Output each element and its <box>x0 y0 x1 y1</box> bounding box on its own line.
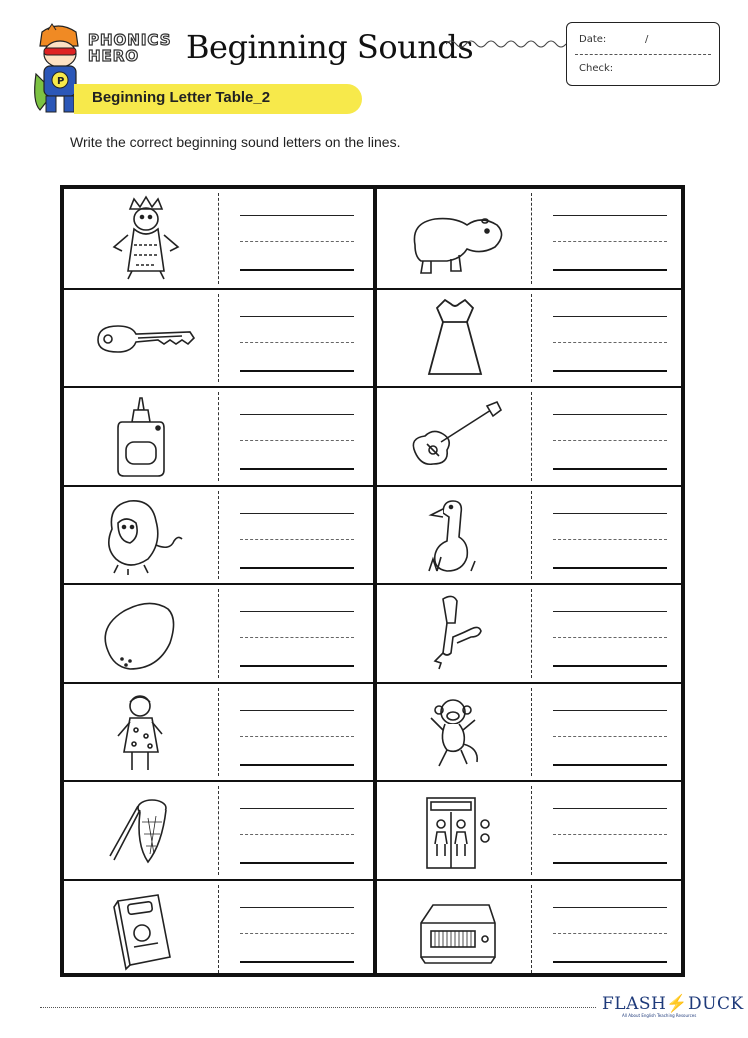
brand-left: FLASH <box>602 994 667 1014</box>
line-mid <box>553 736 667 737</box>
line-mid <box>240 834 354 835</box>
book-icon <box>78 887 208 973</box>
writing-lines[interactable] <box>240 899 354 963</box>
line-mid <box>240 736 354 737</box>
glue-bottle-icon <box>78 394 208 480</box>
instruction-text: Write the correct beginning sound letters on the lines. <box>70 134 401 150</box>
line-top <box>553 316 667 317</box>
cell-divider <box>531 786 532 875</box>
line-top <box>553 611 667 612</box>
lemon-icon <box>78 591 208 677</box>
writing-lines[interactable] <box>240 800 354 864</box>
table-row <box>377 189 681 288</box>
line-top <box>240 215 354 216</box>
line-base <box>240 665 354 667</box>
cell-divider <box>218 885 219 974</box>
toaster-icon <box>391 887 521 973</box>
line-mid <box>240 342 354 343</box>
table-row <box>377 288 681 387</box>
left-column <box>64 189 373 973</box>
elevator-icon <box>391 788 521 874</box>
line-top <box>240 611 354 612</box>
line-top <box>553 710 667 711</box>
cell-divider <box>531 589 532 678</box>
worksheet-table <box>60 185 685 977</box>
writing-lines[interactable] <box>240 603 354 667</box>
writing-lines[interactable] <box>553 308 667 372</box>
wavy-line-decoration <box>446 36 568 52</box>
line-top <box>553 907 667 908</box>
line-mid <box>240 933 354 934</box>
line-base <box>553 567 667 569</box>
line-base <box>240 567 354 569</box>
line-mid <box>240 539 354 540</box>
writing-lines[interactable] <box>240 207 354 271</box>
subtitle: Beginning Letter Table_2 <box>92 89 271 106</box>
line-base <box>240 370 354 372</box>
line-mid <box>553 342 667 343</box>
line-top <box>240 710 354 711</box>
line-top <box>240 414 354 415</box>
line-mid <box>553 933 667 934</box>
girl-icon <box>78 690 208 776</box>
line-mid <box>240 241 354 242</box>
cell-divider <box>531 294 532 383</box>
cell-divider <box>531 193 532 284</box>
page-title: Beginning Sounds <box>186 28 474 66</box>
writing-lines[interactable] <box>240 505 354 569</box>
brand-tagline: All About English Teaching Resources <box>622 1013 697 1018</box>
line-top <box>240 316 354 317</box>
line-base <box>240 269 354 271</box>
cell-divider <box>218 193 219 284</box>
ice-cream-icon <box>391 591 521 677</box>
line-mid <box>553 440 667 441</box>
line-mid <box>553 637 667 638</box>
line-top <box>553 513 667 514</box>
line-base <box>553 665 667 667</box>
date-check-divider <box>575 54 711 55</box>
cell-divider <box>218 294 219 383</box>
cell-divider <box>531 688 532 777</box>
writing-lines[interactable] <box>553 899 667 963</box>
writing-lines[interactable] <box>240 406 354 470</box>
table-row <box>377 780 681 879</box>
cell-divider <box>218 786 219 875</box>
svg-text:P: P <box>57 76 65 87</box>
cell-divider <box>531 885 532 974</box>
table-row <box>64 780 373 879</box>
line-base <box>553 269 667 271</box>
phonics-hero-logo <box>88 32 182 72</box>
king-icon <box>78 195 208 281</box>
writing-lines[interactable] <box>240 308 354 372</box>
table-row <box>377 879 681 978</box>
line-mid <box>240 440 354 441</box>
lightning-icon: ⚡ <box>666 994 689 1014</box>
table-row <box>64 386 373 485</box>
line-mid <box>553 539 667 540</box>
line-base <box>553 468 667 470</box>
table-row <box>64 189 373 288</box>
line-top <box>553 808 667 809</box>
cell-divider <box>531 392 532 481</box>
cell-divider <box>218 392 219 481</box>
writing-lines[interactable] <box>553 207 667 271</box>
writing-lines[interactable] <box>553 406 667 470</box>
key-icon <box>78 296 208 382</box>
line-mid <box>553 834 667 835</box>
line-base <box>553 862 667 864</box>
writing-lines[interactable] <box>240 702 354 766</box>
table-row <box>377 583 681 682</box>
date-label: Date: <box>579 34 607 45</box>
right-column <box>377 189 681 973</box>
writing-lines[interactable] <box>553 800 667 864</box>
cell-divider <box>218 688 219 777</box>
goose-icon <box>391 493 521 579</box>
cell-divider <box>218 589 219 678</box>
line-top <box>240 808 354 809</box>
line-base <box>240 961 354 963</box>
cell-divider <box>531 491 532 580</box>
table-row <box>64 288 373 387</box>
footer-rule <box>40 1007 596 1008</box>
table-row <box>64 485 373 584</box>
writing-lines[interactable] <box>553 505 667 569</box>
lion-icon <box>78 493 208 579</box>
logo-line-1: PHONICS <box>88 31 172 49</box>
table-row <box>64 583 373 682</box>
dress-icon <box>391 296 521 382</box>
date-check-box <box>566 22 720 86</box>
line-mid <box>553 241 667 242</box>
date-separator: / <box>645 34 649 45</box>
flashduck-logo <box>602 994 744 1014</box>
check-label: Check: <box>579 63 614 74</box>
line-top <box>240 513 354 514</box>
line-top <box>553 414 667 415</box>
writing-lines[interactable] <box>553 603 667 667</box>
line-mid <box>240 637 354 638</box>
table-row <box>377 485 681 584</box>
cell-divider <box>218 491 219 580</box>
writing-lines[interactable] <box>553 702 667 766</box>
table-row <box>64 682 373 781</box>
table-row <box>377 386 681 485</box>
line-top <box>240 907 354 908</box>
net-icon <box>78 788 208 874</box>
line-base <box>553 370 667 372</box>
monkey-icon <box>391 690 521 776</box>
brand-right: DUCK <box>688 994 744 1014</box>
table-row <box>64 879 373 978</box>
line-base <box>553 961 667 963</box>
table-row <box>377 682 681 781</box>
line-base <box>553 764 667 766</box>
hippo-icon <box>391 195 521 281</box>
line-base <box>240 764 354 766</box>
guitar-icon <box>391 394 521 480</box>
line-base <box>240 862 354 864</box>
logo-line-2: HERO <box>88 47 140 65</box>
line-top <box>553 215 667 216</box>
line-base <box>240 468 354 470</box>
